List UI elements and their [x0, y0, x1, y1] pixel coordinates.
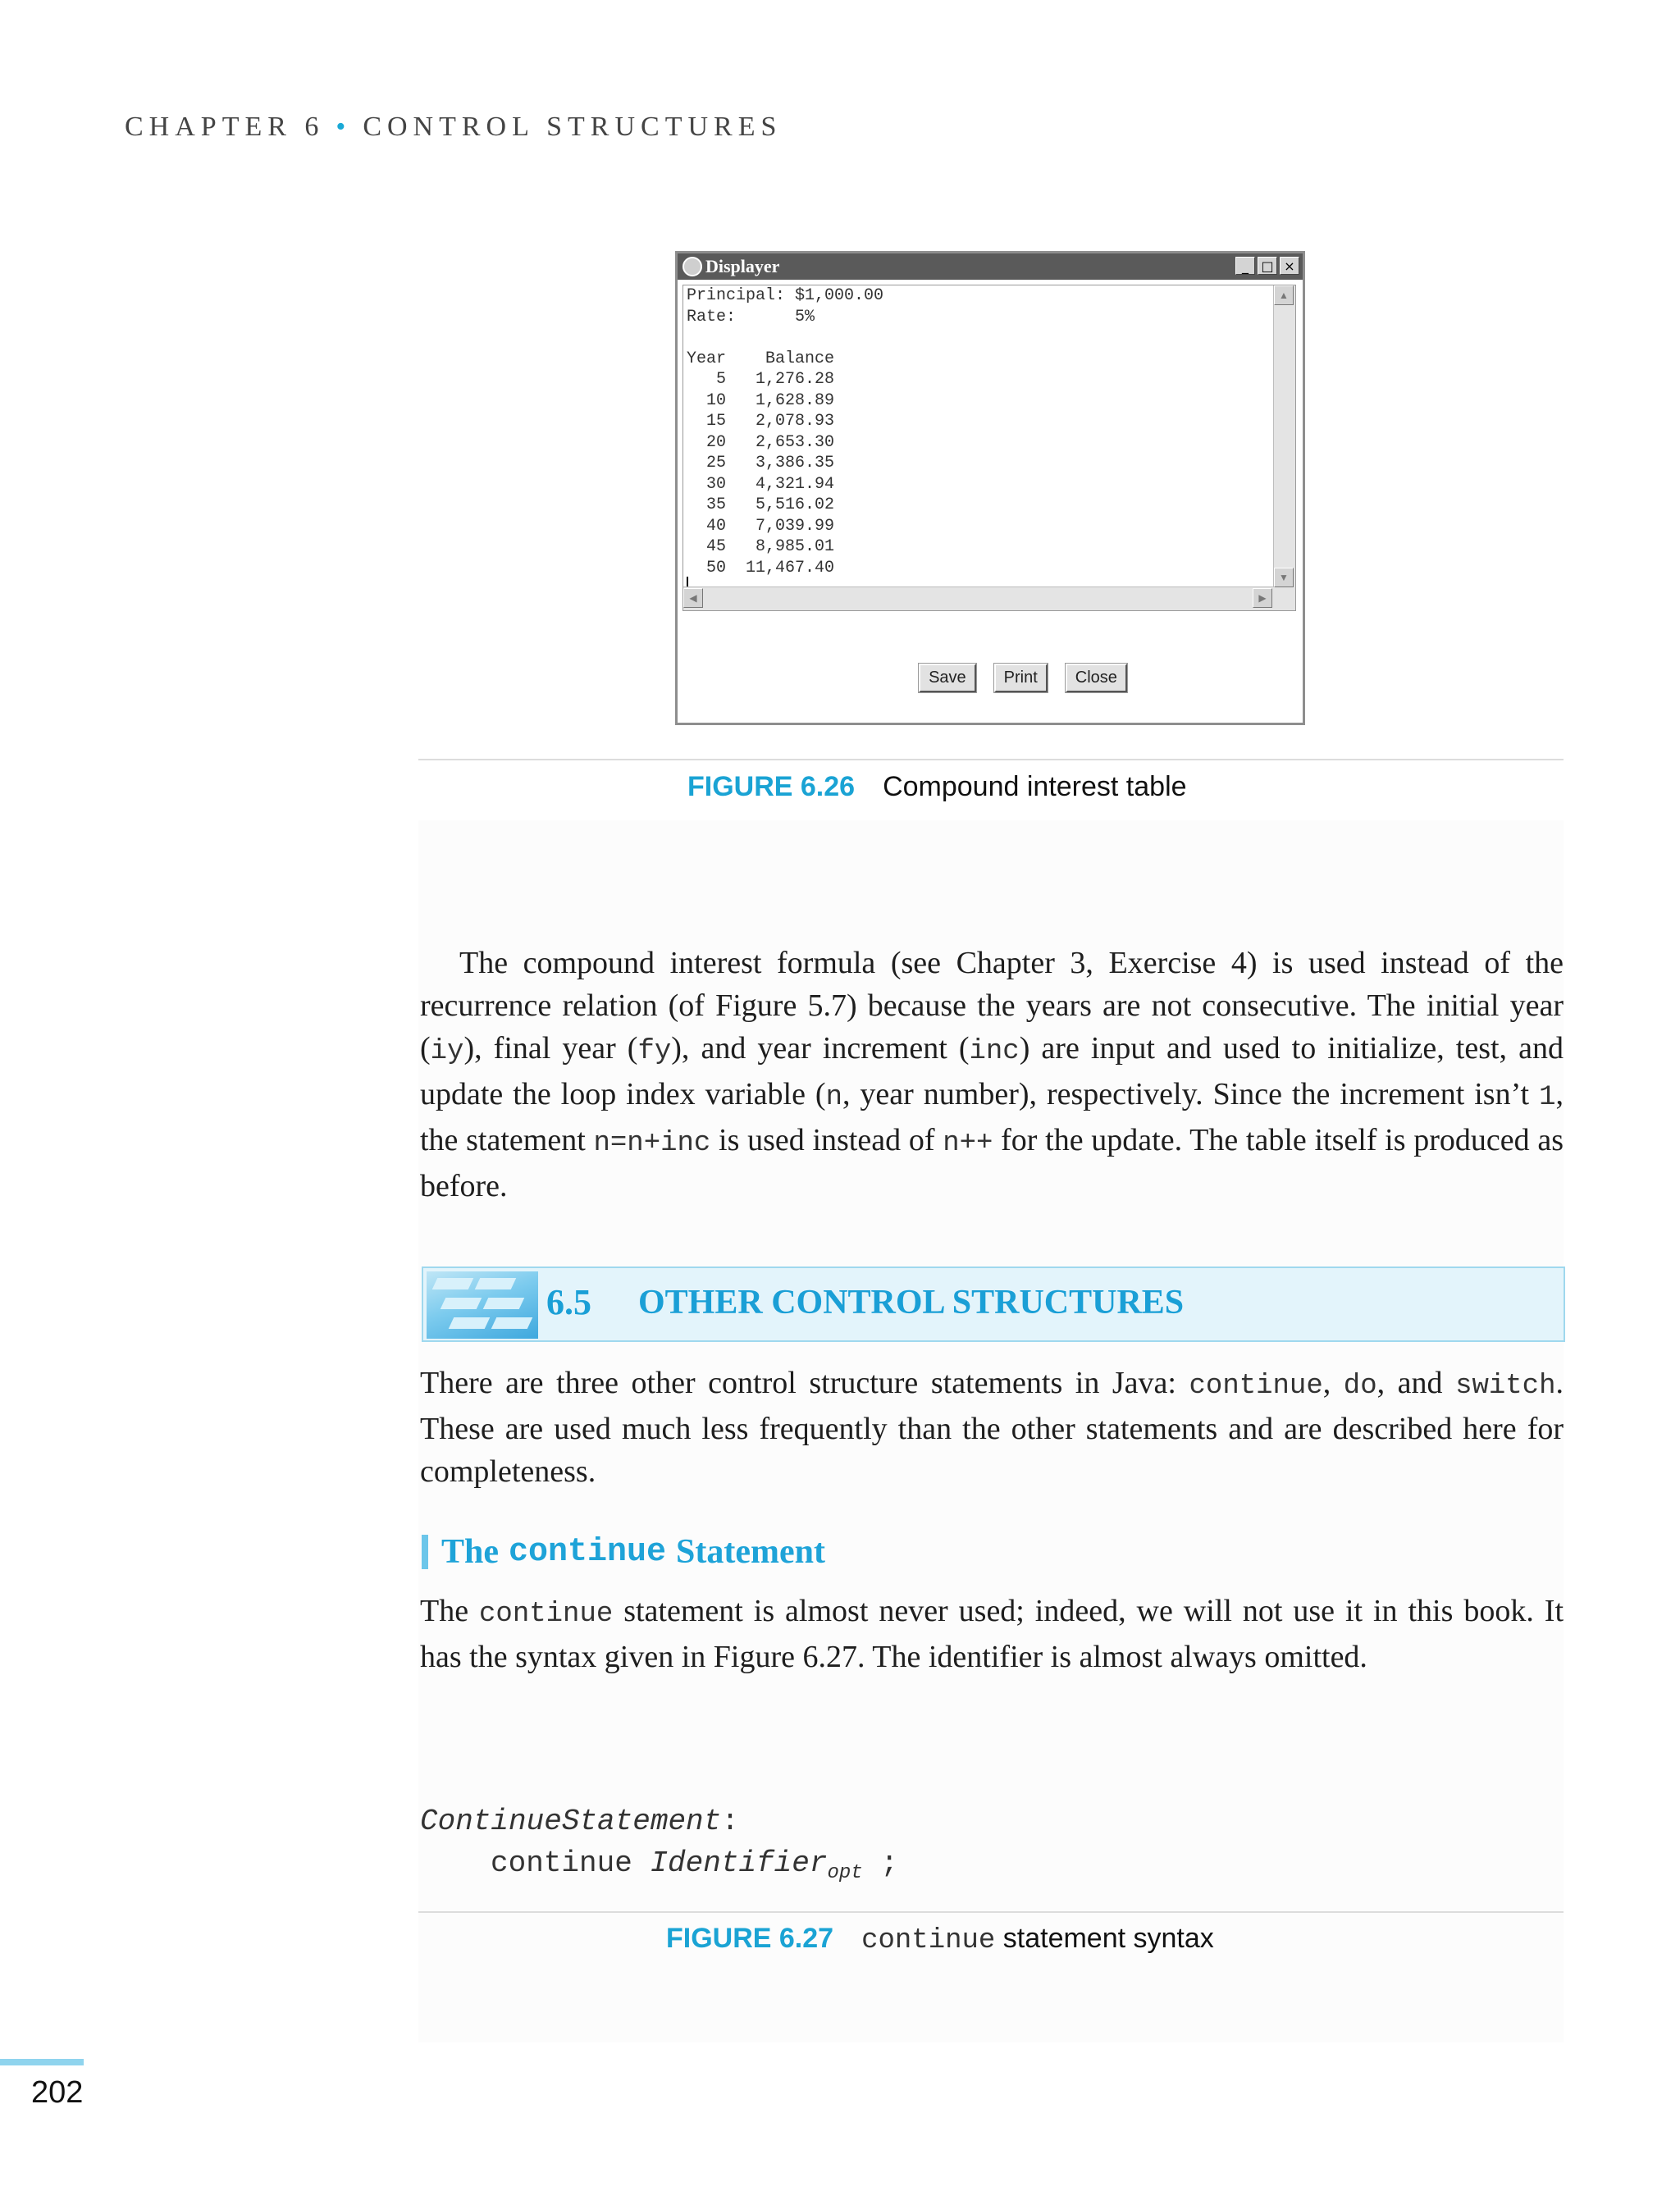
code-run: n++ — [943, 1128, 993, 1159]
output-line: 50 11,467.40 — [687, 558, 835, 577]
output-line: 40 7,039.99 — [687, 516, 835, 536]
subhead-text: The — [441, 1533, 500, 1571]
code-run: switch — [1455, 1371, 1556, 1402]
syntax-identifier: Identifier — [650, 1846, 828, 1880]
figure-label: FIGURE 6.26 — [687, 771, 856, 802]
syntax-rule-name: ContinueStatement — [420, 1805, 722, 1838]
output-line: Rate: 5% — [687, 307, 815, 326]
save-button[interactable]: Save — [919, 664, 976, 692]
code-run: n=n+inc — [593, 1128, 711, 1159]
output-text-area[interactable] — [682, 285, 1296, 611]
code-run: do — [1343, 1371, 1377, 1402]
figure-6-26-caption — [687, 771, 1187, 803]
text-run: is used instead of — [710, 1123, 943, 1157]
output-line: 15 2,078.93 — [687, 412, 835, 431]
subhead-text: Statement — [676, 1533, 825, 1571]
syntax-block — [420, 1805, 898, 1884]
body-paragraph-3 — [420, 1590, 1564, 1678]
window-titlebar[interactable] — [678, 253, 1303, 280]
code-run: iy — [430, 1036, 464, 1067]
syntax-production-line — [420, 1846, 898, 1884]
output-line: 45 8,985.01 — [687, 537, 835, 556]
output-line: 5 1,276.28 — [687, 370, 835, 389]
running-head-chapter: CHAPTER 6 — [125, 112, 325, 142]
displayer-window — [675, 251, 1305, 725]
code-run: inc — [969, 1036, 1020, 1067]
running-head-title: CONTROL STRUCTURES — [363, 112, 783, 142]
maximize-icon[interactable]: □ — [1258, 257, 1277, 275]
syntax-subscript: opt — [827, 1862, 863, 1885]
figure-caption-code: continue — [861, 1925, 996, 1956]
output-text — [687, 285, 883, 578]
output-line: 35 5,516.02 — [687, 495, 835, 514]
section-heading — [422, 1267, 1565, 1342]
text-run: , the statement — [420, 1077, 1564, 1157]
window-controls — [1235, 257, 1299, 275]
horizontal-scrollbar[interactable] — [683, 586, 1274, 610]
section-title: OTHER CONTROL STRUCTURES — [638, 1284, 1185, 1321]
text-run: The compound interest formula (see Chapter 3, Exercise 4) is used instead of the recurrence relation (of Figure 5.7) because the years are not consecutive. The initial year ( — [420, 946, 1564, 1066]
syntax-rule-line — [420, 1805, 898, 1838]
scroll-up-icon[interactable]: ▲ — [1274, 285, 1294, 305]
figure-caption-text: Compound interest table — [883, 771, 1187, 802]
syntax-keyword: continue — [491, 1846, 632, 1880]
text-run: , year number), respectively. Since the increment isn’t — [842, 1077, 1540, 1111]
figure-caption-text: statement syntax — [1002, 1923, 1214, 1954]
output-line: 25 3,386.35 — [687, 454, 835, 472]
body-paragraph-1 — [420, 942, 1564, 1207]
button-row — [678, 664, 1303, 692]
text-run: , — [1322, 1366, 1344, 1400]
figure-rule — [418, 759, 1564, 760]
figure-6-27-caption — [666, 1923, 1214, 1956]
text-run: The — [420, 1594, 480, 1628]
scroll-right-icon[interactable]: ▶ — [1253, 588, 1272, 608]
figure-rule — [418, 1911, 1564, 1913]
code-run: continue — [1189, 1371, 1323, 1402]
subhead-marker — [422, 1535, 428, 1569]
code-run: n — [825, 1082, 842, 1113]
code-run: continue — [479, 1599, 614, 1630]
body-paragraph-2 — [420, 1362, 1564, 1493]
output-line: 20 2,653.30 — [687, 432, 835, 452]
subhead-code: continue — [509, 1533, 667, 1571]
text-run: statement is almost never used; indeed, we will not use it in this book. It has the syntax given in Figure 6.27. The identifier is almost always omitted. — [420, 1594, 1564, 1674]
text-run: . These are used much less frequently than the other statements and are described here for completeness. — [420, 1366, 1564, 1489]
syntax-colon: : — [721, 1805, 739, 1838]
output-line: Year Balance — [687, 349, 835, 368]
close-button[interactable]: Close — [1066, 664, 1127, 692]
page-number-accent — [0, 2059, 84, 2065]
figure-label: FIGURE 6.27 — [666, 1923, 834, 1954]
section-number: 6.5 — [546, 1282, 591, 1322]
close-icon[interactable]: × — [1280, 257, 1299, 275]
running-head — [125, 112, 782, 143]
minimize-icon[interactable]: _ — [1235, 257, 1255, 275]
page-number: 202 — [31, 2075, 84, 2110]
text-run: ), final year ( — [463, 1031, 638, 1066]
keyboard-icon — [427, 1271, 538, 1339]
code-run: fy — [637, 1036, 672, 1067]
output-line — [687, 327, 883, 349]
text-run: , and — [1376, 1366, 1456, 1400]
app-icon — [682, 257, 702, 276]
syntax-semicolon: ; — [880, 1846, 898, 1880]
code-run: 1 — [1539, 1082, 1556, 1113]
print-button[interactable]: Print — [994, 664, 1048, 692]
text-run: ) are input and used to initialize, test, and update the loop index variable ( — [420, 1031, 1564, 1111]
subsection-heading — [422, 1532, 825, 1572]
window-title: Displayer — [705, 256, 780, 276]
vertical-scrollbar[interactable] — [1273, 285, 1295, 610]
text-run: There are three other control structure statements in Java: — [420, 1366, 1189, 1400]
output-line: 30 4,321.94 — [687, 474, 835, 494]
scroll-left-icon[interactable]: ◀ — [683, 588, 703, 608]
text-run: ), and year increment ( — [671, 1031, 970, 1066]
bullet-icon: • — [336, 112, 352, 142]
text-run: for the update. The table itself is produced as before. — [420, 1123, 1564, 1203]
output-line: 10 1,628.89 — [687, 390, 835, 410]
output-line: Principal: $1,000.00 — [687, 286, 884, 305]
scroll-down-icon[interactable]: ▼ — [1274, 568, 1294, 587]
